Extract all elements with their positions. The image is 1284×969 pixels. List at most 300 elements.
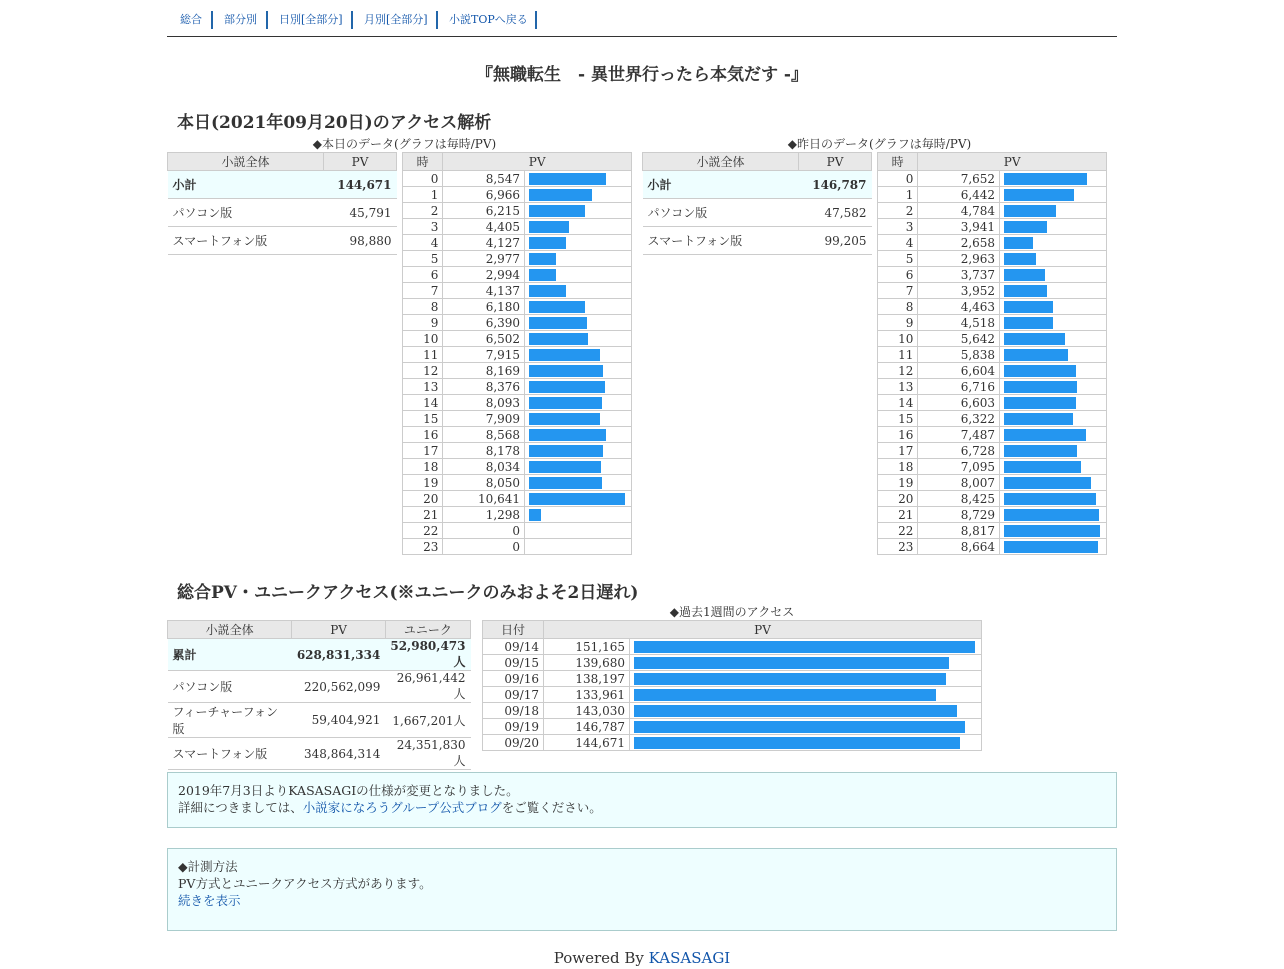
bar-cell <box>1000 491 1107 507</box>
bar-cell <box>1000 459 1107 475</box>
row-pv: 220,562,099 <box>292 671 386 703</box>
hour-row <box>878 315 1107 331</box>
hour-row <box>878 347 1107 363</box>
pv-cell: 5,642 <box>918 331 1000 347</box>
bar-cell <box>1000 171 1107 187</box>
date-cell: 09/14 <box>483 639 544 655</box>
hour-row <box>403 363 632 379</box>
pv-cell: 8,547 <box>443 171 525 187</box>
pv-cell: 3,952 <box>918 283 1000 299</box>
row-label: 累計 <box>168 639 292 671</box>
method-title: ◆計測方法 <box>178 859 238 874</box>
bar-cell <box>1000 219 1107 235</box>
bar-cell <box>1000 363 1107 379</box>
hour-row <box>403 315 632 331</box>
show-more-link[interactable]: 続きを表示 <box>178 893 241 908</box>
date-cell: 09/17 <box>483 687 544 703</box>
pv-bar <box>529 493 625 505</box>
pv-cell: 8,034 <box>443 459 525 475</box>
hour-cell: 12 <box>403 363 443 379</box>
row-label: パソコン版 <box>168 199 324 227</box>
bar-cell <box>1000 315 1107 331</box>
hour-cell: 4 <box>403 235 443 251</box>
hour-cell: 9 <box>878 315 918 331</box>
hour-cell: 22 <box>878 523 918 539</box>
today-summary-table <box>167 152 397 255</box>
pv-bar <box>1004 461 1081 473</box>
hour-row <box>878 171 1107 187</box>
hour-cell: 23 <box>403 539 443 555</box>
hour-cell: 2 <box>878 203 918 219</box>
bar-cell <box>1000 203 1107 219</box>
bar-cell <box>630 687 982 703</box>
pv-bar <box>1004 429 1086 441</box>
col-header: 小説全体 <box>643 153 799 171</box>
pv-cell: 133,961 <box>544 687 630 703</box>
row-label: スマートフォン版 <box>168 227 324 255</box>
hour-cell: 9 <box>403 315 443 331</box>
pv-cell: 8,425 <box>918 491 1000 507</box>
pv-cell: 8,050 <box>443 475 525 491</box>
hour-row <box>878 299 1107 315</box>
yesterday-summary-table <box>642 152 872 255</box>
pv-bar <box>1004 253 1036 265</box>
hour-cell: 4 <box>878 235 918 251</box>
pv-bar <box>1004 221 1047 233</box>
hour-row <box>878 411 1107 427</box>
bar-cell <box>525 187 632 203</box>
pv-bar <box>529 381 605 393</box>
pv-cell: 8,376 <box>443 379 525 395</box>
pv-cell: 144,671 <box>544 735 630 751</box>
hour-cell: 3 <box>878 219 918 235</box>
hour-row <box>403 411 632 427</box>
hour-cell: 18 <box>403 459 443 475</box>
pv-cell: 6,322 <box>918 411 1000 427</box>
hour-row <box>403 171 632 187</box>
pv-cell: 6,180 <box>443 299 525 315</box>
nav-novel-top[interactable]: 小説TOPへ戻る <box>449 13 528 26</box>
notice-line2 <box>178 799 1106 816</box>
pv-bar <box>529 333 588 345</box>
pv-cell: 7,652 <box>918 171 1000 187</box>
pv-cell: 7,909 <box>443 411 525 427</box>
pv-cell: 8,817 <box>918 523 1000 539</box>
pv-bar <box>529 237 566 249</box>
bar-cell <box>525 315 632 331</box>
date-cell: 09/18 <box>483 703 544 719</box>
pv-cell: 5,838 <box>918 347 1000 363</box>
bar-cell <box>525 379 632 395</box>
bar-cell <box>1000 187 1107 203</box>
hour-row <box>878 267 1107 283</box>
pv-bar <box>1004 333 1065 345</box>
pv-bar <box>529 189 592 201</box>
row-label: パソコン版 <box>643 199 799 227</box>
bar-cell <box>525 395 632 411</box>
nav-separator <box>211 11 213 29</box>
row-label: フィーチャーフォン版 <box>168 703 292 738</box>
hour-row <box>878 523 1107 539</box>
bar-cell <box>1000 475 1107 491</box>
summary-row <box>643 199 872 227</box>
bar-cell <box>630 735 982 751</box>
bar-cell <box>525 331 632 347</box>
row-unique: 1,667,201人 <box>385 703 470 738</box>
row-label: スマートフォン版 <box>643 227 799 255</box>
bar-cell <box>1000 331 1107 347</box>
hour-cell: 7 <box>878 283 918 299</box>
footer <box>167 949 1117 967</box>
pv-bar <box>529 221 569 233</box>
hour-row <box>403 299 632 315</box>
pv-cell: 0 <box>443 523 525 539</box>
hour-row <box>403 507 632 523</box>
bar-cell <box>525 299 632 315</box>
col-header: PV <box>324 153 397 171</box>
hour-row <box>403 427 632 443</box>
pv-bar <box>529 413 600 425</box>
hour-cell: 14 <box>403 395 443 411</box>
bar-cell <box>1000 347 1107 363</box>
pv-bar <box>1004 493 1096 505</box>
col-header: PV <box>918 153 1107 171</box>
total-row <box>168 738 471 770</box>
hour-cell: 5 <box>878 251 918 267</box>
row-label: 小計 <box>168 171 324 199</box>
pv-cell: 6,502 <box>443 331 525 347</box>
kasasagi-link[interactable]: KASASAGI <box>648 949 731 967</box>
nav-separator <box>351 11 353 29</box>
hour-row <box>403 523 632 539</box>
bar-cell <box>630 639 982 655</box>
bar-cell <box>525 251 632 267</box>
pv-cell: 1,298 <box>443 507 525 523</box>
bar-cell <box>525 235 632 251</box>
pv-cell: 6,728 <box>918 443 1000 459</box>
col-header: 時 <box>878 153 918 171</box>
hour-row <box>878 427 1107 443</box>
pv-bar <box>1004 365 1076 377</box>
hour-row <box>403 331 632 347</box>
pv-cell: 2,658 <box>918 235 1000 251</box>
pv-bar <box>1004 397 1076 409</box>
pv-cell: 7,487 <box>918 427 1000 443</box>
pv-cell: 8,007 <box>918 475 1000 491</box>
pv-cell: 8,169 <box>443 363 525 379</box>
pv-bar <box>1004 301 1053 313</box>
date-cell: 09/20 <box>483 735 544 751</box>
nav-overall[interactable]: 総合 <box>180 13 202 26</box>
total-heading: 総合PV・ユニークアクセス(※ユニークのみおよそ2日遅れ) <box>177 583 639 603</box>
hour-row <box>878 219 1107 235</box>
hour-cell: 0 <box>878 171 918 187</box>
pv-cell: 7,915 <box>443 347 525 363</box>
hour-cell: 21 <box>403 507 443 523</box>
hour-row <box>878 187 1107 203</box>
bar-cell <box>1000 507 1107 523</box>
week-table <box>482 620 982 751</box>
bar-cell <box>1000 251 1107 267</box>
bar-cell <box>525 507 632 523</box>
week-row <box>483 735 982 751</box>
hour-cell: 16 <box>878 427 918 443</box>
pv-cell: 7,095 <box>918 459 1000 475</box>
total-row <box>168 703 471 738</box>
pv-cell: 10,641 <box>443 491 525 507</box>
today-caption: ◆本日のデータ(グラフは毎時/PV) <box>312 137 497 151</box>
hour-row <box>878 251 1107 267</box>
pv-bar <box>1004 285 1047 297</box>
pv-cell: 151,165 <box>544 639 630 655</box>
date-cell: 09/16 <box>483 671 544 687</box>
pv-bar <box>1004 509 1099 521</box>
summary-row <box>643 171 872 199</box>
hour-row <box>878 491 1107 507</box>
pv-cell: 3,941 <box>918 219 1000 235</box>
pv-bar <box>634 689 936 701</box>
row-label: 小計 <box>643 171 799 199</box>
pv-cell: 6,603 <box>918 395 1000 411</box>
hour-cell: 17 <box>403 443 443 459</box>
total-row <box>168 639 471 671</box>
hour-row <box>403 539 632 555</box>
pv-cell: 6,215 <box>443 203 525 219</box>
pv-bar <box>529 205 585 217</box>
hour-row <box>878 395 1107 411</box>
pv-bar <box>1004 237 1033 249</box>
nav-monthly[interactable]: 月別[全部分] <box>364 13 428 26</box>
hour-cell: 1 <box>403 187 443 203</box>
pv-bar <box>1004 173 1087 185</box>
hour-row <box>878 443 1107 459</box>
pv-bar <box>634 657 949 669</box>
hour-row <box>403 491 632 507</box>
bar-cell <box>525 203 632 219</box>
bar-cell <box>525 267 632 283</box>
hour-cell: 23 <box>878 539 918 555</box>
pv-bar <box>1004 205 1056 217</box>
col-header: PV <box>799 153 872 171</box>
nav-by-part[interactable]: 部分別 <box>224 13 257 26</box>
hour-cell: 1 <box>878 187 918 203</box>
footer-prefix: Powered By <box>553 949 649 967</box>
bar-cell <box>525 491 632 507</box>
hour-cell: 18 <box>878 459 918 475</box>
pv-bar <box>634 641 975 653</box>
pv-bar <box>1004 269 1045 281</box>
pv-cell: 139,680 <box>544 655 630 671</box>
pv-bar <box>529 445 603 457</box>
bar-cell <box>630 671 982 687</box>
pv-cell: 4,518 <box>918 315 1000 331</box>
pv-bar <box>529 173 606 185</box>
pv-bar <box>529 253 556 265</box>
hour-cell: 11 <box>878 347 918 363</box>
col-header: 時 <box>403 153 443 171</box>
hour-cell: 13 <box>403 379 443 395</box>
hour-row <box>403 267 632 283</box>
row-pv: 146,787 <box>799 171 872 199</box>
row-unique: 26,961,442人 <box>385 671 470 703</box>
hour-cell: 2 <box>403 203 443 219</box>
hour-cell: 13 <box>878 379 918 395</box>
hour-cell: 5 <box>403 251 443 267</box>
hour-cell: 11 <box>403 347 443 363</box>
pv-cell: 6,716 <box>918 379 1000 395</box>
pv-bar <box>529 301 585 313</box>
pv-bar <box>1004 189 1074 201</box>
pv-bar <box>1004 541 1098 553</box>
hour-cell: 17 <box>878 443 918 459</box>
notice-text: 詳細につきましては、 <box>178 800 303 815</box>
week-row <box>483 703 982 719</box>
pv-bar <box>634 721 965 733</box>
nav-separator <box>436 11 438 29</box>
col-header: PV <box>443 153 632 171</box>
hour-row <box>403 251 632 267</box>
pv-cell: 8,178 <box>443 443 525 459</box>
row-pv: 144,671 <box>324 171 397 199</box>
total-table <box>167 620 471 770</box>
notice-line1: 2019年7月3日よりKASASAGIの仕様が変更となりました。 <box>178 783 519 798</box>
week-row <box>483 639 982 655</box>
hour-cell: 10 <box>878 331 918 347</box>
hour-row <box>403 459 632 475</box>
hour-cell: 6 <box>403 267 443 283</box>
pv-cell: 6,442 <box>918 187 1000 203</box>
blog-link[interactable]: 小説家になろうグループ公式ブログ <box>302 800 502 815</box>
hour-cell: 7 <box>403 283 443 299</box>
method-text: PV方式とユニークアクセス方式があります。 <box>178 876 432 891</box>
pv-cell: 0 <box>443 539 525 555</box>
hour-row <box>403 379 632 395</box>
bar-cell <box>1000 411 1107 427</box>
col-header: ユニーク <box>385 621 470 639</box>
pv-cell: 3,737 <box>918 267 1000 283</box>
row-pv: 59,404,921 <box>292 703 386 738</box>
bar-cell <box>1000 443 1107 459</box>
hour-row <box>878 283 1107 299</box>
row-pv: 45,791 <box>324 199 397 227</box>
today-hourly-table <box>402 152 632 555</box>
pv-cell: 2,963 <box>918 251 1000 267</box>
bar-cell <box>1000 267 1107 283</box>
bar-cell <box>525 347 632 363</box>
pv-bar <box>634 673 946 685</box>
col-header: PV <box>544 621 982 639</box>
hour-row <box>878 539 1107 555</box>
pv-bar <box>1004 525 1100 537</box>
pv-bar <box>634 737 960 749</box>
hour-row <box>878 235 1107 251</box>
hour-row <box>878 203 1107 219</box>
hour-cell: 20 <box>878 491 918 507</box>
bar-cell <box>1000 379 1107 395</box>
bar-cell <box>525 523 632 539</box>
pv-bar <box>1004 381 1077 393</box>
bar-cell <box>525 283 632 299</box>
hour-cell: 3 <box>403 219 443 235</box>
pv-bar <box>1004 477 1091 489</box>
hour-cell: 22 <box>403 523 443 539</box>
bar-cell <box>1000 539 1107 555</box>
nav-separator <box>535 11 537 29</box>
hour-row <box>403 475 632 491</box>
pv-bar <box>634 705 957 717</box>
row-pv: 628,831,334 <box>292 639 386 671</box>
pv-bar <box>529 285 566 297</box>
bar-cell <box>525 219 632 235</box>
bar-cell <box>525 475 632 491</box>
pv-cell: 6,604 <box>918 363 1000 379</box>
pv-cell: 4,463 <box>918 299 1000 315</box>
method-box <box>167 848 1117 931</box>
pv-cell: 2,977 <box>443 251 525 267</box>
today-heading: 本日(2021年09月20日)のアクセス解析 <box>177 113 492 133</box>
pv-cell: 4,784 <box>918 203 1000 219</box>
hour-row <box>403 283 632 299</box>
row-label: スマートフォン版 <box>168 738 292 770</box>
date-cell: 09/15 <box>483 655 544 671</box>
col-header: 日付 <box>483 621 544 639</box>
hour-row <box>403 395 632 411</box>
summary-row <box>168 227 397 255</box>
bar-cell <box>630 655 982 671</box>
bar-cell <box>1000 299 1107 315</box>
pv-bar <box>1004 349 1068 361</box>
hour-cell: 20 <box>403 491 443 507</box>
notice-text: をご覧ください。 <box>501 800 602 815</box>
summary-row <box>643 227 872 255</box>
hour-cell: 16 <box>403 427 443 443</box>
bar-cell <box>525 427 632 443</box>
col-header: 小説全体 <box>168 153 324 171</box>
bar-cell <box>630 703 982 719</box>
nav-daily[interactable]: 日別[全部分] <box>279 13 343 26</box>
bar-cell <box>525 363 632 379</box>
hour-cell: 21 <box>878 507 918 523</box>
hour-row <box>878 475 1107 491</box>
pv-bar <box>529 317 587 329</box>
row-unique: 52,980,473人 <box>385 639 470 671</box>
week-row <box>483 671 982 687</box>
hour-cell: 15 <box>403 411 443 427</box>
pv-bar <box>529 365 603 377</box>
row-pv: 47,582 <box>799 199 872 227</box>
pv-bar <box>529 429 606 441</box>
hour-cell: 10 <box>403 331 443 347</box>
pv-bar <box>1004 445 1077 457</box>
hour-row <box>878 331 1107 347</box>
bar-cell <box>630 719 982 735</box>
pv-cell: 8,568 <box>443 427 525 443</box>
week-caption: ◆過去1週間のアクセス <box>669 605 795 619</box>
week-row <box>483 655 982 671</box>
summary-row <box>168 171 397 199</box>
hour-cell: 6 <box>878 267 918 283</box>
pv-cell: 143,030 <box>544 703 630 719</box>
bar-cell <box>1000 395 1107 411</box>
pv-bar <box>529 349 600 361</box>
pv-cell: 2,994 <box>443 267 525 283</box>
bar-cell <box>525 171 632 187</box>
bar-cell <box>1000 427 1107 443</box>
hour-row <box>403 187 632 203</box>
pv-cell: 4,405 <box>443 219 525 235</box>
nav-separator <box>266 11 268 29</box>
hour-cell: 0 <box>403 171 443 187</box>
